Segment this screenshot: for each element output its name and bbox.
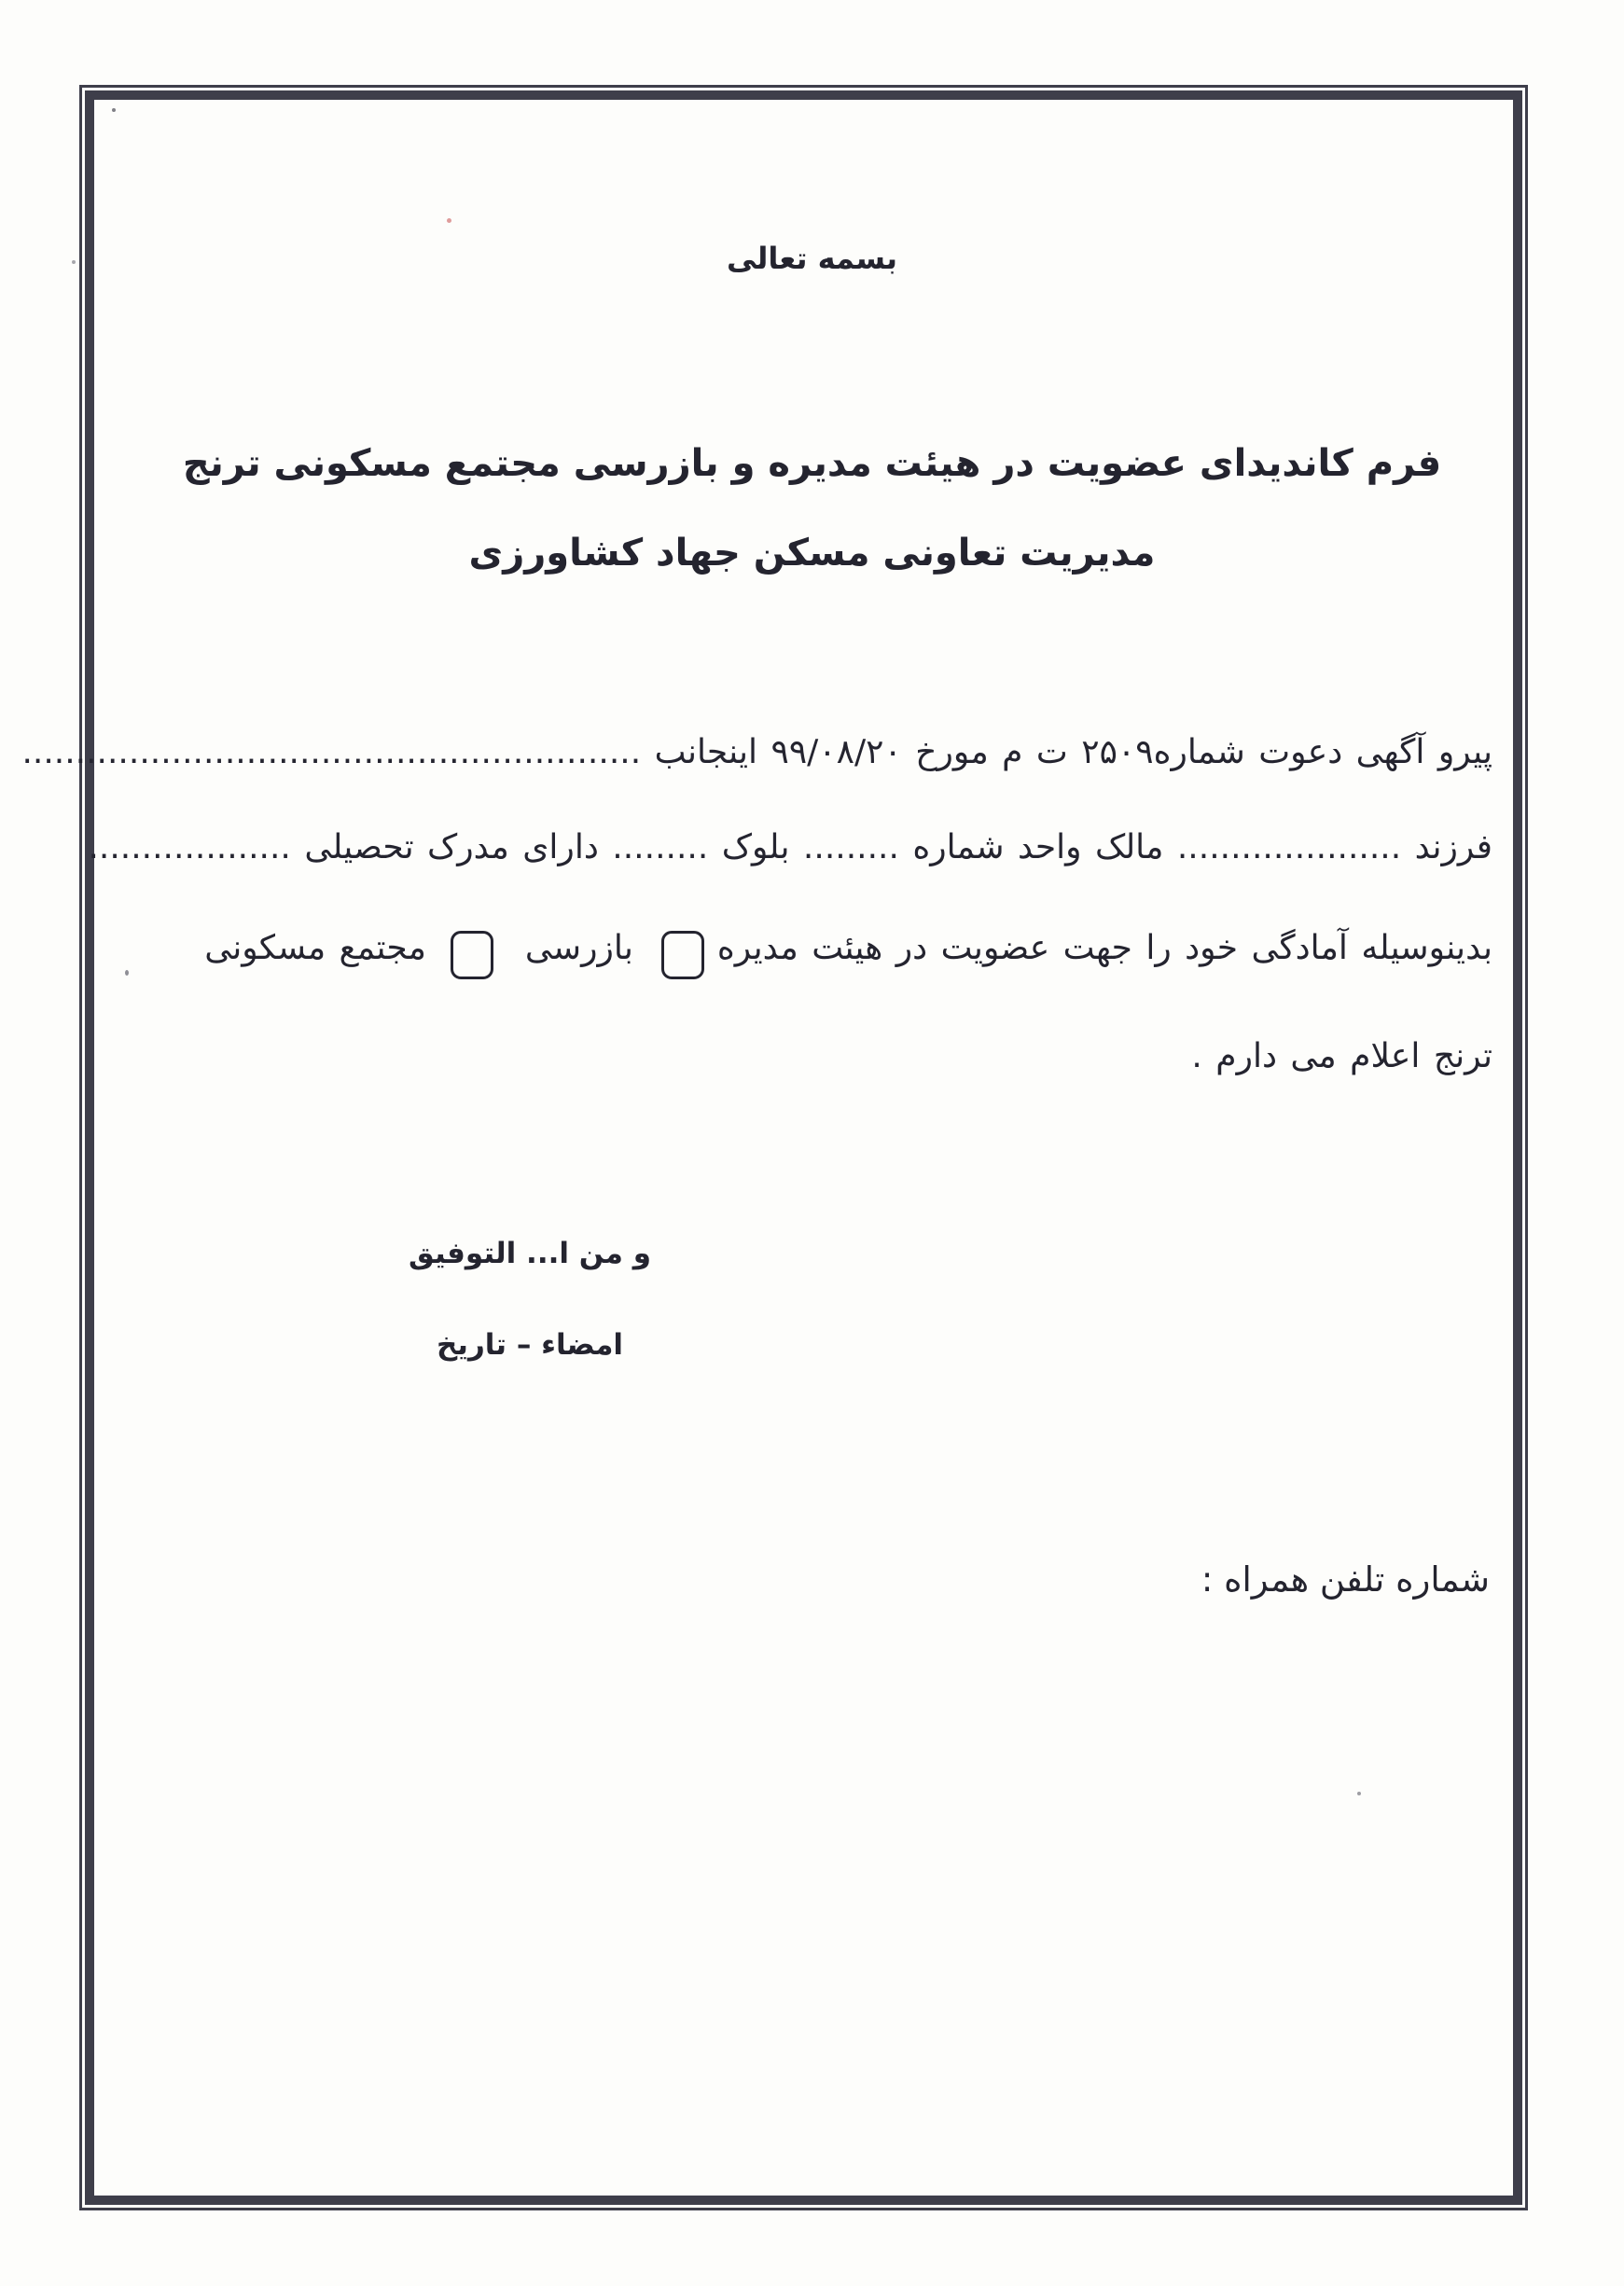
bismillah-header: بسمه تعالی [726, 241, 898, 276]
form-title-line1: فرم کاندیدای عضویت در هیئت مدیره و بازرسی مجتمع مسکونی ترنج [182, 442, 1442, 485]
board-membership-checkbox[interactable] [661, 931, 704, 979]
residential-complex-label: مجتمع مسکونی [204, 929, 426, 967]
closing-blessing: و من ا... التوفیق [409, 1237, 651, 1270]
page-border-frame-inner [21, 90, 1522, 2205]
scan-speck [112, 108, 116, 112]
scan-speck [72, 260, 76, 264]
membership-declaration-text: بدینوسیله آمادگی خود را جهت عضویت در هیئت مدیره [716, 929, 1492, 967]
body-line-invitation: پیرو آگهی دعوت شماره۲۵۰۹ ت م مورخ ۹۹/۰۸/۲۰ اینجانب .......................................................... [21, 733, 1492, 771]
body-line-membership-choice [103, 925, 1492, 974]
inspector-membership-checkbox[interactable] [451, 931, 493, 979]
scan-speck [1357, 1792, 1361, 1795]
form-title-line2: مدیریت تعاونی مسکن جهاد کشاورزی [468, 532, 1156, 575]
scan-speck [447, 218, 451, 223]
inspector-option-label: بازرسی [524, 929, 633, 967]
signature-date-label: امضاء – تاریخ [436, 1328, 624, 1362]
body-line-owner-details: فرزند ..................... مالک واحد شماره ......... بلوک ......... دارای مدرک تحصیلی ................... [88, 828, 1492, 866]
body-line-declaration-end: ترنج اعلام می دارم . [1191, 1037, 1492, 1075]
mobile-phone-label: شماره تلفن همراه : [1201, 1559, 1490, 1600]
signature-block [390, 1237, 670, 1362]
page-border-frame [21, 85, 1528, 2210]
scan-speck [125, 970, 129, 976]
